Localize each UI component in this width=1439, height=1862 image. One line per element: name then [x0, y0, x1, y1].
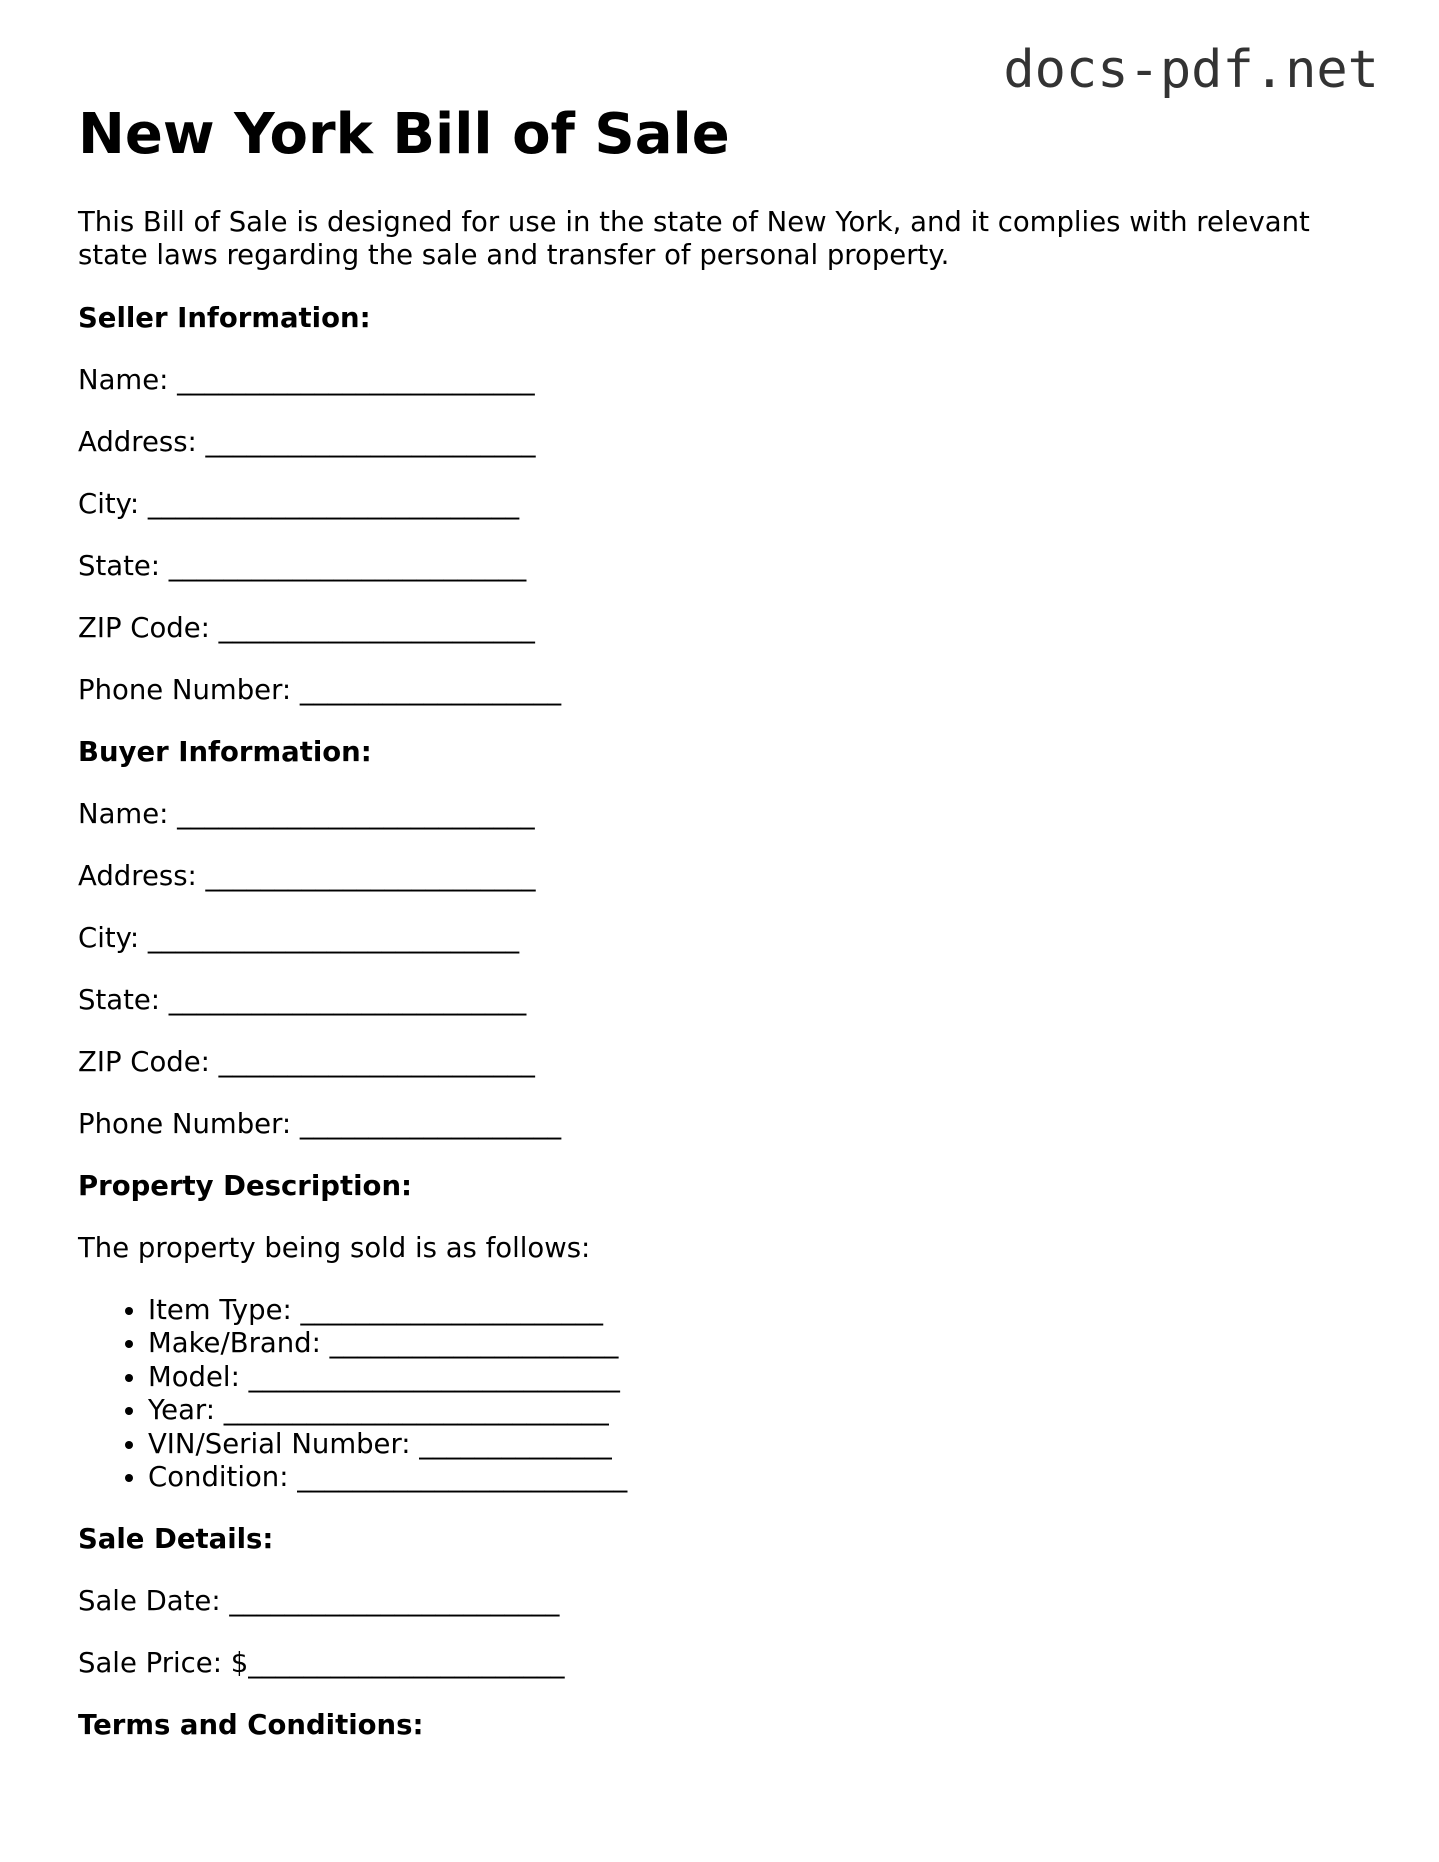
seller-heading: Seller Information: — [78, 302, 371, 334]
intro-paragraph: This Bill of Sale is designed for use in the state of New York, and it complies with relevant state laws regarding the sale and transfer of personal property. — [78, 206, 1310, 271]
property-heading: Property Description: — [78, 1170, 413, 1202]
property-intro: The property being sold is as follows: — [78, 1232, 591, 1264]
sale-price-field: Sale Price: $_______________________ — [78, 1647, 565, 1680]
list-item: • Condition: ________________________ — [148, 1461, 1368, 1494]
page-title: New York Bill of Sale — [78, 102, 730, 167]
seller-city-field: City: ___________________________ — [78, 488, 520, 520]
property-item-list — [78, 1294, 1368, 1494]
buyer-phone-field: Phone Number: ___________________ — [78, 1108, 562, 1140]
buyer-state-field: State: __________________________ — [78, 984, 527, 1016]
buyer-name-field: Name: __________________________ — [78, 798, 535, 830]
document-content — [78, 100, 1368, 1771]
list-item: • Make/Brand: _____________________ — [148, 1327, 1368, 1360]
buyer-address-field: Address: ________________________ — [78, 860, 536, 892]
watermark: docs-pdf.net — [1003, 40, 1379, 100]
sale-heading: Sale Details: — [78, 1523, 274, 1556]
seller-phone-field: Phone Number: ___________________ — [78, 674, 562, 706]
seller-name-field: Name: __________________________ — [78, 364, 535, 396]
buyer-heading: Buyer Information: — [78, 736, 372, 768]
buyer-zip-field: ZIP Code: _______________________ — [78, 1046, 535, 1078]
list-item: • VIN/Serial Number: ______________ — [148, 1428, 1368, 1461]
buyer-city-field: City: ___________________________ — [78, 922, 520, 954]
sale-date-field: Sale Date: ________________________ — [78, 1585, 560, 1618]
terms-heading: Terms and Conditions: — [78, 1709, 424, 1742]
seller-state-field: State: __________________________ — [78, 550, 527, 582]
seller-zip-field: ZIP Code: _______________________ — [78, 612, 535, 644]
list-item: • Item Type: ______________________ — [148, 1294, 1368, 1327]
list-item: • Year: ____________________________ — [148, 1394, 1368, 1427]
seller-address-field: Address: ________________________ — [78, 426, 536, 458]
list-item: • Model: ___________________________ — [148, 1361, 1368, 1394]
